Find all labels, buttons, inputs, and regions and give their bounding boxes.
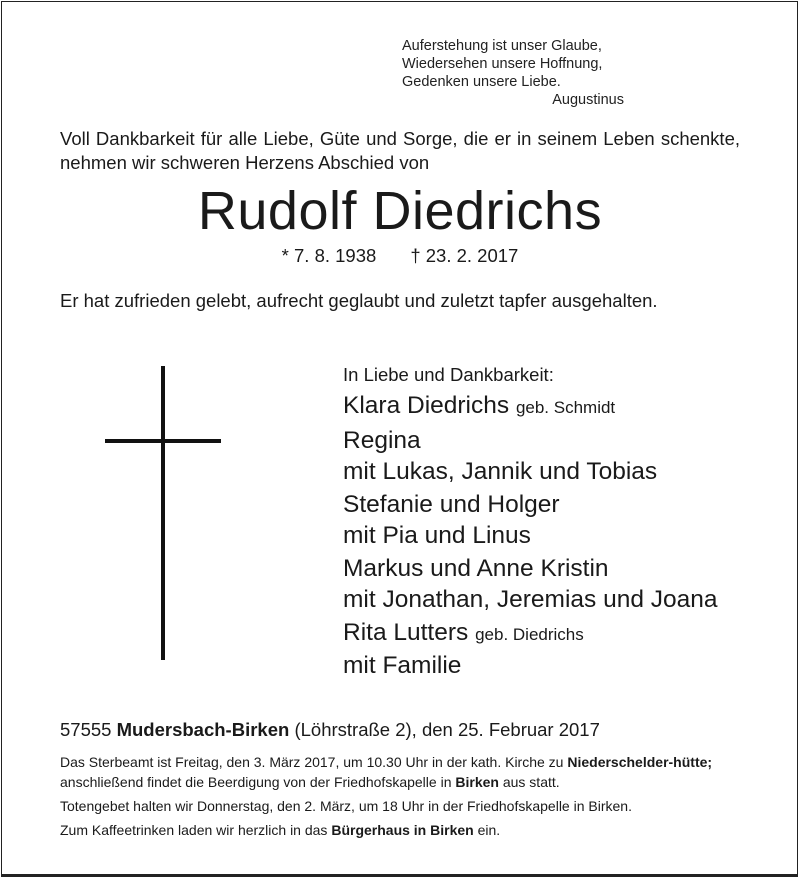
note-text: aus statt. bbox=[498, 774, 560, 790]
note-text: anschließend findet die Beerdigung von der Friedhofskapelle in bbox=[60, 774, 456, 790]
cross-icon bbox=[161, 366, 165, 660]
service-notes bbox=[60, 752, 740, 844]
mourner-subline: mit Jonathan, Jeremias und Joana bbox=[343, 586, 718, 613]
quote-line: Wiedersehen unsere Hoffnung, bbox=[402, 56, 603, 72]
mourner-name: Regina bbox=[343, 426, 421, 454]
burial-location: Birken bbox=[455, 774, 499, 790]
mourner-entry bbox=[343, 390, 783, 424]
death-date: † 23. 2. 2017 bbox=[410, 245, 519, 266]
mourner-name: Stefanie und Holger bbox=[343, 490, 560, 518]
birth-date: * 7. 8. 1938 bbox=[281, 245, 377, 266]
intro-text: Voll Dankbarkeit für alle Liebe, Güte und Sorge, die er in seinem Leben schenkte, nehmen wir schweren Herzens Abschied von bbox=[60, 128, 740, 173]
place-date-line bbox=[60, 718, 760, 742]
note-text: Das Sterbeamt ist Freitag, den 3. März 2017, um 10.30 Uhr in der kath. Kirche zu bbox=[60, 754, 568, 770]
cross-icon-bar bbox=[105, 439, 221, 443]
coffee-note bbox=[60, 820, 740, 840]
note-text: ein. bbox=[473, 822, 501, 838]
mourners-heading: In Liebe und Dankbarkeit: bbox=[343, 364, 554, 385]
coffee-location: Bürgerhaus in Birken bbox=[331, 822, 474, 838]
notice-date: den 25. Februar 2017 bbox=[421, 719, 600, 740]
prayer-note: Totengebet halten wir Donnerstag, den 2. März, um 18 Uhr in der Friedhofskapelle in Birken. bbox=[60, 798, 632, 814]
town-name: Mudersbach-Birken bbox=[116, 719, 290, 740]
mourner-name: Rita Lutters bbox=[343, 618, 469, 646]
note-text: Zum Kaffeetrinken laden wir herzlich in das bbox=[60, 822, 332, 838]
quote-author: Augustinus bbox=[552, 92, 624, 108]
life-dates bbox=[0, 244, 800, 268]
mourner-entry bbox=[343, 617, 783, 651]
deceased-name: Rudolf Diedrichs bbox=[197, 181, 603, 241]
mourner-subline: mit Familie bbox=[343, 652, 462, 679]
mourners-list bbox=[343, 362, 783, 682]
motto-text: Er hat zufrieden gelebt, aufrecht geglaubt und zuletzt tapfer ausgehalten. bbox=[60, 290, 658, 311]
maiden-name: geb. Diedrichs bbox=[475, 624, 584, 644]
mourner-name: Markus und Anne Kristin bbox=[343, 554, 609, 582]
church-location: Niederschelder-hütte; bbox=[567, 754, 713, 770]
mourner-subline: mit Lukas, Jannik und Tobias bbox=[343, 458, 658, 485]
maiden-name: geb. Schmidt bbox=[515, 398, 616, 417]
street-address: (Löhrstraße 2), bbox=[294, 719, 417, 740]
mourner-subline: mit Pia und Linus bbox=[343, 522, 531, 549]
zip-code: 57555 bbox=[60, 719, 112, 740]
mourner-name: Klara Diedrichs bbox=[343, 392, 510, 419]
quote-line: Gedenken unsere Liebe. bbox=[402, 74, 561, 90]
requiem-note bbox=[60, 752, 740, 792]
quote-block bbox=[402, 37, 624, 109]
quote-line: Auferstehung ist unser Glaube, bbox=[402, 38, 602, 54]
